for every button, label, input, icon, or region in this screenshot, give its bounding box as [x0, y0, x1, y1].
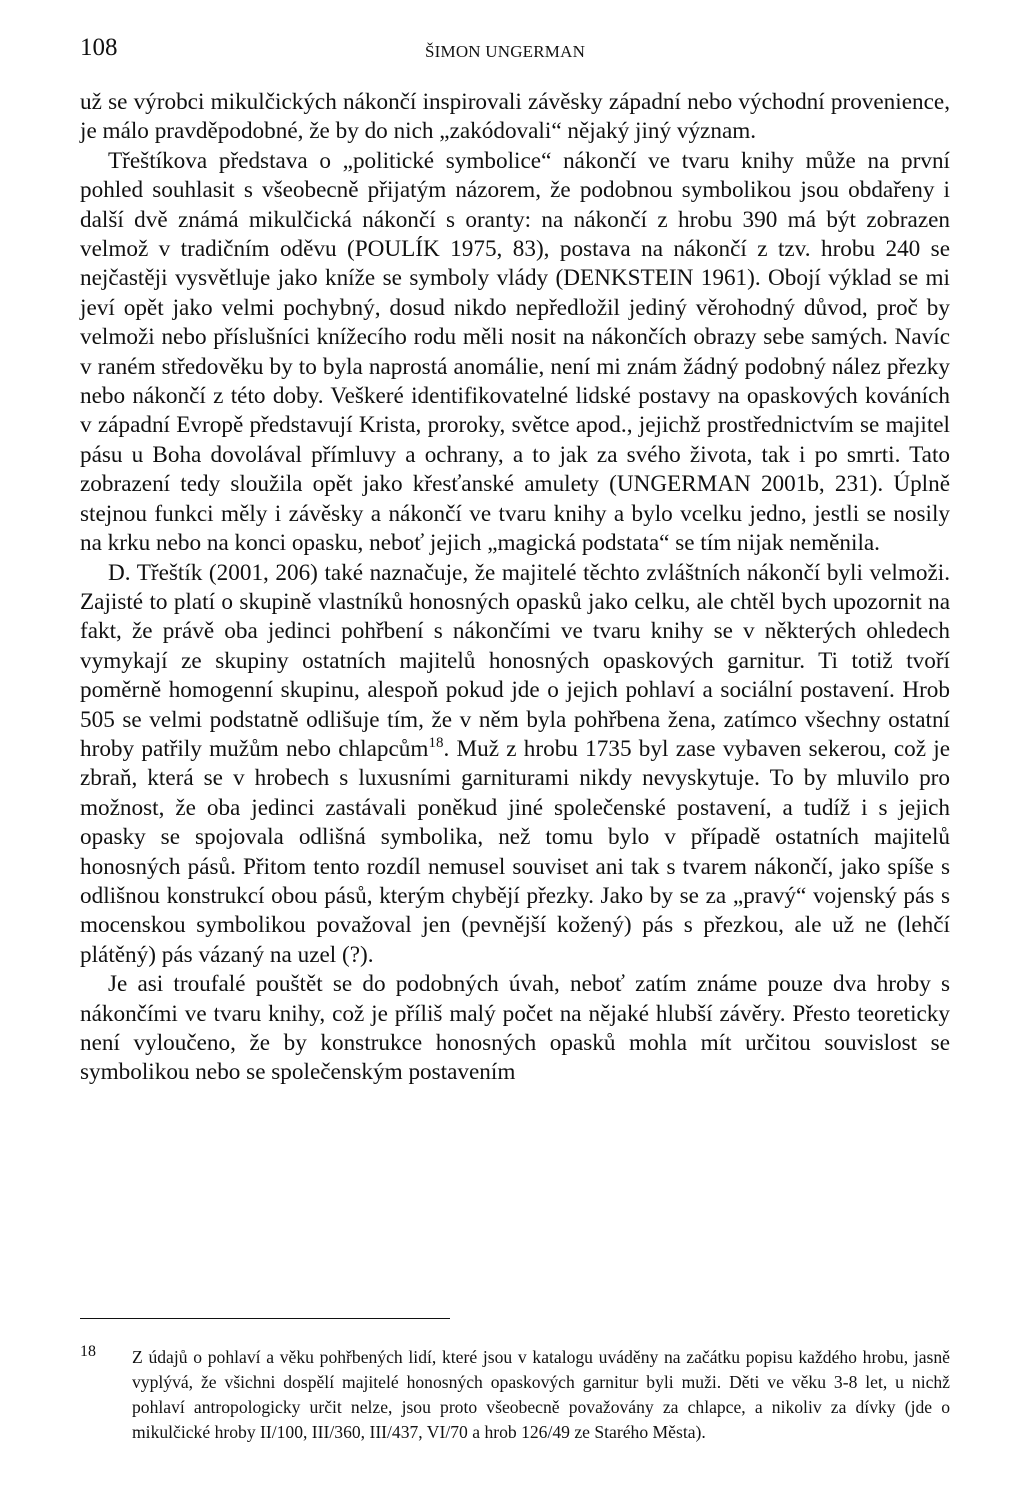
paragraph-3-text-after-note: . Muž z hrobu 1735 byl zase vybaven sekerou, což je zbraň, která se v hrobech s luxusními garniturami nikdy nevyskytuje. To by mluvilo pro možnost, že oba jedinci zastávali poněkud jiné společenské postavení, a tudíž i s jejich opasky se spojovala odlišná symbolika, než tomu bylo v případě ostatních majitelů honosných pásů. Přitom tento rozdíl nemusel souviset ani tak s tvarem nákončí, jako spíše s odlišnou konstrukcí obou pásů, kterým chybějí přezky. Jako by se za „pravý“ vojenský pás s mocenskou symbolikou považoval jen (pevnější kožený) pás s přezkou, ale už ne (lehčí plátěný) pás vázaný na uzel (?). — [80, 735, 950, 968]
paragraph-3-text-before-note: D. Třeštík (2001, 206) také naznačuje, že majitelé těchto zvláštních nákončí byli velmoži. Zajisté to platí o skupině vlastníků honosných opasků jako celku, ale chtěl bych upozornit na fakt, že právě oba jedinci pohřbení s nákončími ve tvaru knihy se v některých ohledech vymykají ze skupiny ostatních majitelů honosných opaskových garnitur. Ti totiž tvoří poměrně homogenní skupinu, alespoň pokud jde o jejich pohlaví a sociální postavení. Hrob 505 se velmi podstatně odlišuje tím, že v něm byla pohřbena žena, zatímco všechny ostatní hroby patřily mužům nebo chlapcům — [80, 559, 950, 762]
footnote-marker: 18 — [80, 1343, 96, 1360]
body-text — [80, 88, 950, 1088]
paragraph-2: Třeštíkova představa o „politické symbolice“ nákončí ve tvaru knihy může na první pohled souhlasit s všeobecně přijatým názorem, že podobnou symbolikou jsou obdařeny i další dvě známá mikulčická nákončí s oranty: na nákončí z hrobu 390 má být zobrazen velmož v tradičním oděvu (POULÍK 1975, 83), postava na nákončí z tzv. hrobu 240 se nejčastěji vysvětluje jako kníže se symboly vlády (DENKSTEIN 1961). Obojí výklad se mi jeví opět jako velmi pochybný, dosud nikdo nepředložil jediný věrohodný důvod, proč by velmoži nebo příslušníci knížecího rodu měli nosit na nákončích obrazy sebe samých. Navíc v raném středověku by to byla naprostá anomálie, není mi znám žádný podobný nález přezky nebo nákončí z této doby. Veškeré identifikovatelné lidské postavy na opaskových kováních v západní Evropě představují Krista, proroky, světce apod., jejichž prostřednictvím se majitel pásu u Boha dovolával přímluvy a ochrany, a to jak za svého života, tak i po smrti. Tato zobrazení tedy sloužila opět jako křesťanské amulety (UNGERMAN 2001b, 231). Úplně stejnou funkci měly i závěsky a nákončí ve tvaru knihy a bylo vcelku jedno, jestli se nosily na krku nebo na konci opasku, neboť jejich „magická podstata“ se tím nijak neměnila. — [80, 147, 950, 557]
footnote — [80, 1345, 950, 1445]
page-number: 108 — [80, 34, 118, 61]
paragraph-3 — [80, 559, 950, 971]
running-head: ŠIMON UNGERMAN — [425, 42, 586, 61]
page-header — [80, 34, 950, 74]
paragraph-1: už se výrobci mikulčických nákončí inspirovali závěsky západní nebo východní provenience, je málo pravděpodobné, že by do nich „zakódovali“ nějaký jiný význam. — [80, 89, 950, 145]
footnote-reference[interactable]: 18 — [428, 734, 444, 751]
footnote-divider — [80, 1318, 450, 1319]
footnote-text: Z údajů o pohlaví a věku pohřbených lidí, které jsou v katalogu uváděny na začátku popisu každého hrobu, jasně vyplývá, že všichni dospělí majitelé honosných opaskových garnitur byli muži. Děti ve věku 3-8 let, u nichž pohlaví antropologicky určit nelze, jsou proto všeobecně považovány za chlapce, a nikoliv za dívky (jde o mikulčické hroby II/100, III/360, III/437, VI/70 a hrob 126/49 ze Starého Města). — [132, 1347, 950, 1442]
paragraph-4: Je asi troufalé pouštět se do podobných úvah, neboť zatím známe pouze dva hroby s nákončími ve tvaru knihy, což je příliš malý počet na nějaké hlubší závěry. Přesto teoreticky není vyloučeno, že by konstrukce honosných opasků mohla mít určitou souvislost se symbolikou nebo se společenským postavením — [80, 971, 950, 1086]
